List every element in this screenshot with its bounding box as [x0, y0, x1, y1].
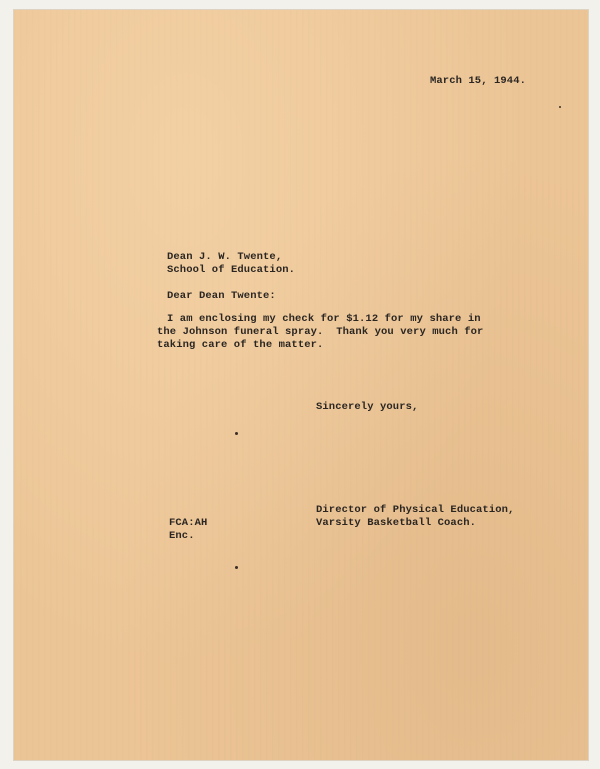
letter-date: March 15, 1944.: [430, 75, 527, 87]
recipient-department: School of Education.: [167, 264, 296, 276]
closing: Sincerely yours,: [316, 401, 419, 413]
salutation: Dear Dean Twente:: [167, 290, 276, 302]
body-line-1: I am enclosing my check for $1.12 for my share in: [167, 313, 481, 325]
paper-speck: [559, 106, 561, 108]
paper-speck: [235, 566, 238, 569]
reference-initials: FCA:AH: [169, 517, 208, 529]
recipient-name: Dean J. W. Twente,: [167, 251, 283, 263]
body-line-3: taking care of the matter.: [157, 339, 324, 351]
letter-page: [14, 10, 588, 760]
signature-title-1: Director of Physical Education,: [316, 504, 515, 516]
enclosure-note: Enc.: [169, 530, 195, 542]
signature-title-2: Varsity Basketball Coach.: [316, 517, 477, 529]
paper-speck: [235, 432, 238, 435]
body-line-2: the Johnson funeral spray. Thank you very much for: [157, 326, 484, 338]
